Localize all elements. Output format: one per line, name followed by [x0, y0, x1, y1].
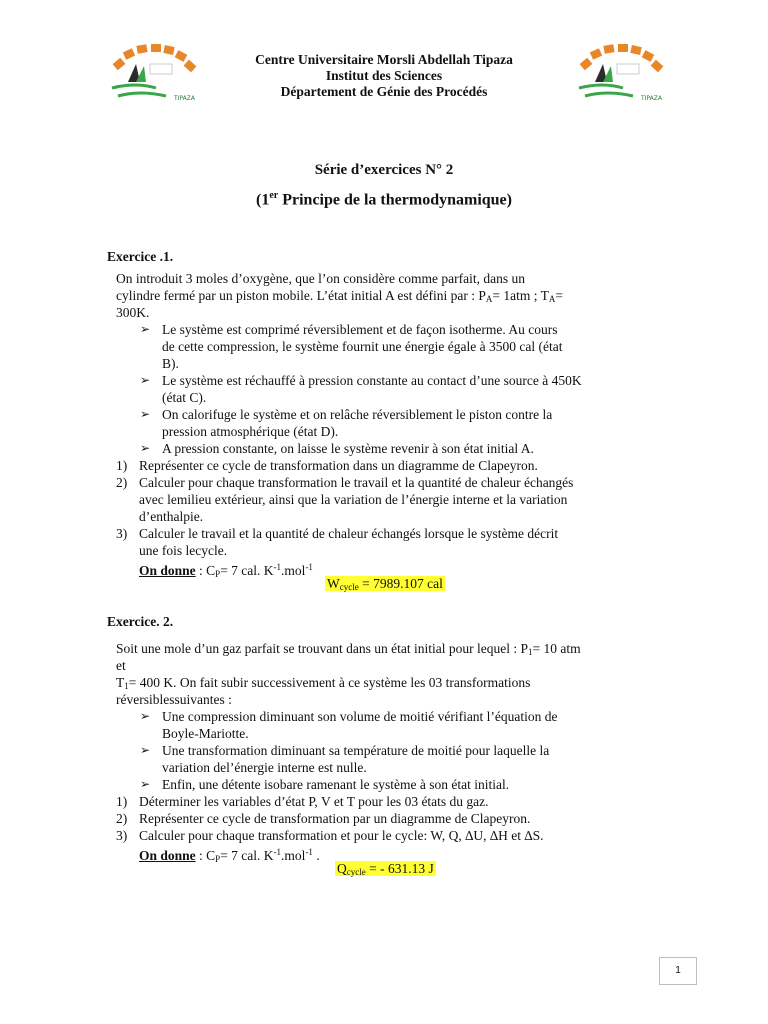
- ex2-question-line: Calculer pour chaque transformation et pour le cycle: W, Q, ∆U, ∆H et ∆S.: [139, 828, 544, 843]
- arrow-bullet-icon: ➢: [140, 743, 151, 757]
- ex1-question-number: 2): [116, 475, 128, 490]
- ex1-question-number: 1): [116, 458, 128, 473]
- ex2-step-line: Une compression diminuant son volume de moitié vérifiant l’équation de: [162, 709, 558, 724]
- ex2-answer-highlight: $Q_{cycle}$ = - 631.13 J: [337, 861, 434, 877]
- arrow-bullet-icon: ➢: [140, 322, 151, 336]
- ex2-question-line: Représenter ce cycle de transformation par un diagramme de Clapeyron.: [139, 811, 531, 826]
- arrow-bullet-icon: ➢: [140, 777, 151, 791]
- ex1-question-line: Représenter ce cycle de transformation dans un diagramme de Clapeyron.: [139, 458, 538, 473]
- ex1-step-line: (état C).: [162, 390, 207, 405]
- ex1-question-line: d’enthalpie.: [139, 509, 204, 524]
- ex2-intro-line: Soit une mole d’un gaz parfait se trouvant dans un état initial pour lequel : $P_1= 10$ atm: [116, 641, 581, 657]
- header-line-university: Centre Universitaire Morsli Abdellah Tipaza: [255, 52, 513, 67]
- exercise-1-heading: Exercice .1.: [107, 249, 174, 264]
- svg-text:TIPAZA: TIPAZA: [641, 95, 662, 102]
- ex1-step-line: B).: [162, 356, 179, 371]
- ex2-step-line: Enfin, une détente isobare ramenant le système à son état initial.: [162, 777, 510, 792]
- subject-title: (1er Principe de la thermodynamique): [256, 190, 512, 209]
- ex2-question-number: 3): [116, 828, 128, 843]
- university-logo-right: [573, 42, 669, 106]
- ex1-step-line: de cette compression, le système fournit une énergie égale à 3500 cal (état: [162, 339, 563, 354]
- ex1-question-line: avec lemilieu extérieur, ainsi que la variation de l’énergie interne et la variation: [139, 492, 568, 507]
- ex1-question-line: Calculer pour chaque transformation le travail et la quantité de chaleur échangés: [139, 475, 574, 490]
- svg-text:TIPAZA: TIPAZA: [174, 95, 195, 102]
- ex2-question-number: 1): [116, 794, 128, 809]
- ex1-question-number: 3): [116, 526, 128, 541]
- ex1-step-line: Le système est comprimé réversiblement et de façon isotherme. Au cours: [162, 322, 558, 337]
- header-line-department: Département de Génie des Procédés: [280, 84, 488, 99]
- university-logo-left: [106, 42, 202, 106]
- ex1-question-line: Calculer le travail et la quantité de chaleur échangés lorsque le système décrit: [139, 526, 559, 541]
- ex1-given-data: On donne : $C_P= 7$ cal. $K^{-1}.mol^{-1}$: [139, 562, 313, 579]
- ex2-given-data: On donne : $C_P= 7$ cal. $K^{-1}.mol^{-1}$ .: [139, 847, 320, 864]
- ex1-intro-line: On introduit 3 moles d’oxygène, que l’on considère comme parfait, dans un: [116, 271, 526, 286]
- ex1-step-line: A pression constante, on laisse le système revenir à son état initial A.: [162, 441, 534, 456]
- ex2-step-line: Une transformation diminuant sa température de moitié pour laquelle la: [162, 743, 550, 758]
- ex1-step-line: On calorifuge le système et on relâche réversiblement le piston contre la: [162, 407, 553, 422]
- ex1-step-line: Le système est réchauffé à pression constante au contact d’une source à 450K: [162, 373, 582, 388]
- ex2-intro-line: et: [116, 658, 126, 673]
- arrow-bullet-icon: ➢: [140, 373, 151, 387]
- ex2-question-line: Déterminer les variables d’état P, V et T pour les 03 états du gaz.: [139, 794, 489, 809]
- ex1-question-line: une fois lecycle.: [139, 543, 228, 558]
- header-line-institute: Institut des Sciences: [325, 68, 443, 83]
- ex1-intro-line: cylindre fermé par un piston mobile. L’état initial A est défini par : $P_A= 1atm$ ; $T_A=$: [116, 288, 564, 304]
- institution-header: [190, 52, 578, 100]
- ex1-answer-highlight: $W_{cycle} = 7989.107$ cal: [327, 576, 443, 592]
- series-title: Série d’exercices N° 2: [314, 162, 454, 178]
- arrow-bullet-icon: ➢: [140, 407, 151, 421]
- arrow-bullet-icon: ➢: [140, 441, 151, 455]
- ex1-step-line: pression atmosphérique (état D).: [162, 424, 339, 439]
- ex2-intro-line: réversiblessuivantes :: [116, 692, 232, 707]
- ex2-step-line: Boyle-Mariotte.: [162, 726, 249, 741]
- arrow-bullet-icon: ➢: [140, 709, 151, 723]
- exercise-2-heading: Exercice. 2.: [107, 614, 174, 629]
- ex2-intro-line: $T_1= 400$ K. On fait subir successivement à ce système les 03 transformations: [116, 675, 531, 691]
- page-number: 1: [659, 957, 697, 985]
- ex2-question-number: 2): [116, 811, 128, 826]
- ex1-intro-line: 300K.: [116, 305, 150, 320]
- ex2-step-line: variation del’énergie interne est nulle.: [162, 760, 367, 775]
